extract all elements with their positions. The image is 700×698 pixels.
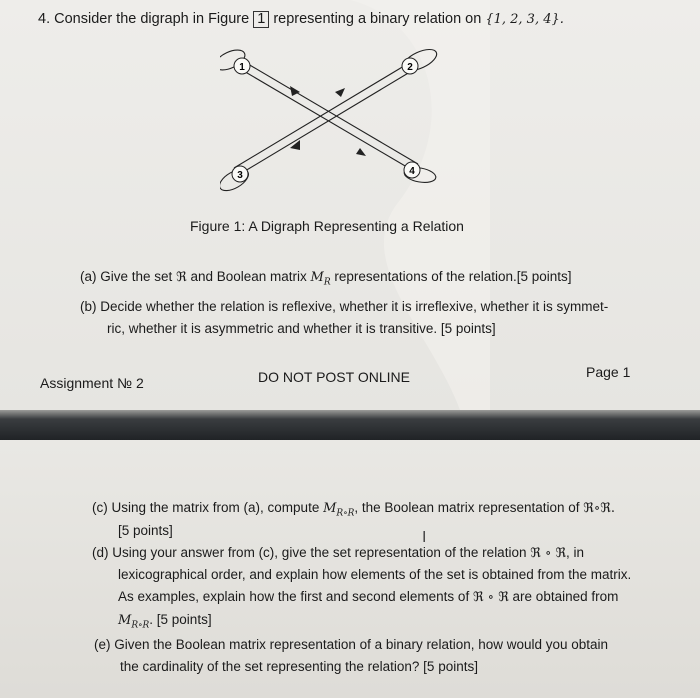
relation-digraph [220,40,450,200]
node-1-label: 1 [239,62,245,73]
footer-page-number: Page 1 [586,364,631,380]
part-d-line-1: (d) Using your answer from (c), give the set representation of the relation ℜ ∘ ℜ, in [92,545,585,561]
part-c-line-1: (c) Using the matrix from (a), compute $M_{R\circ R}$, the Boolean matrix representation of ℜ∘ℜ. [92,500,615,519]
page-two [0,440,700,698]
part-c-line-2: [5 points] [118,523,173,538]
page-divider [0,410,700,440]
footer-notice: DO NOT POST ONLINE [258,369,410,385]
part-e-line-1: (e) Given the Boolean matrix representation of a binary relation, how would you obtain [94,637,609,652]
question-4: 4. Consider the digraph in Figure 1 representing a binary relation on {1, 2, 3, 4}. [38,11,564,27]
part-d-line-3: As examples, explain how the first and second elements of ℜ ∘ ℜ are obtained from [118,589,619,605]
part-e-line-2: the cardinality of the set representing the relation? [5 points] [120,659,478,674]
part-a: (a) Give the set ℜ and Boolean matrix $M_R$ representations of the relation.[5 points] [80,269,572,288]
edge-2-3 [234,66,404,168]
edge-3-2 [240,72,410,174]
part-b-line-1: (b) Decide whether the relation is reflexive, whether it is irreflexive, whether it is symmet- [80,299,609,314]
edge-4-1 [248,64,418,164]
text-cursor-icon: I [422,528,427,546]
part-b-line-2: ric, whether it is asymmetric and whether it is transitive. [5 points] [107,321,496,336]
part-d-line-2: lexicographical order, and explain how elements of the set is obtained from the matrix. [118,567,632,582]
figure-caption: Figure 1: A Digraph Representing a Relation [190,218,464,234]
arrow-2-3 [335,88,345,97]
arrow-4-1 [356,148,366,156]
figure-reference[interactable]: 1 [253,11,269,28]
node-3-label: 3 [237,170,243,181]
node-4-label: 4 [409,166,415,177]
part-d-line-4: $M_{R\circ R}$. [5 points] [118,612,212,631]
arrow-1-4 [290,86,300,96]
footer-assignment: Assignment № 2 [40,375,144,391]
node-2-label: 2 [407,62,413,73]
edge-1-4 [242,70,412,170]
